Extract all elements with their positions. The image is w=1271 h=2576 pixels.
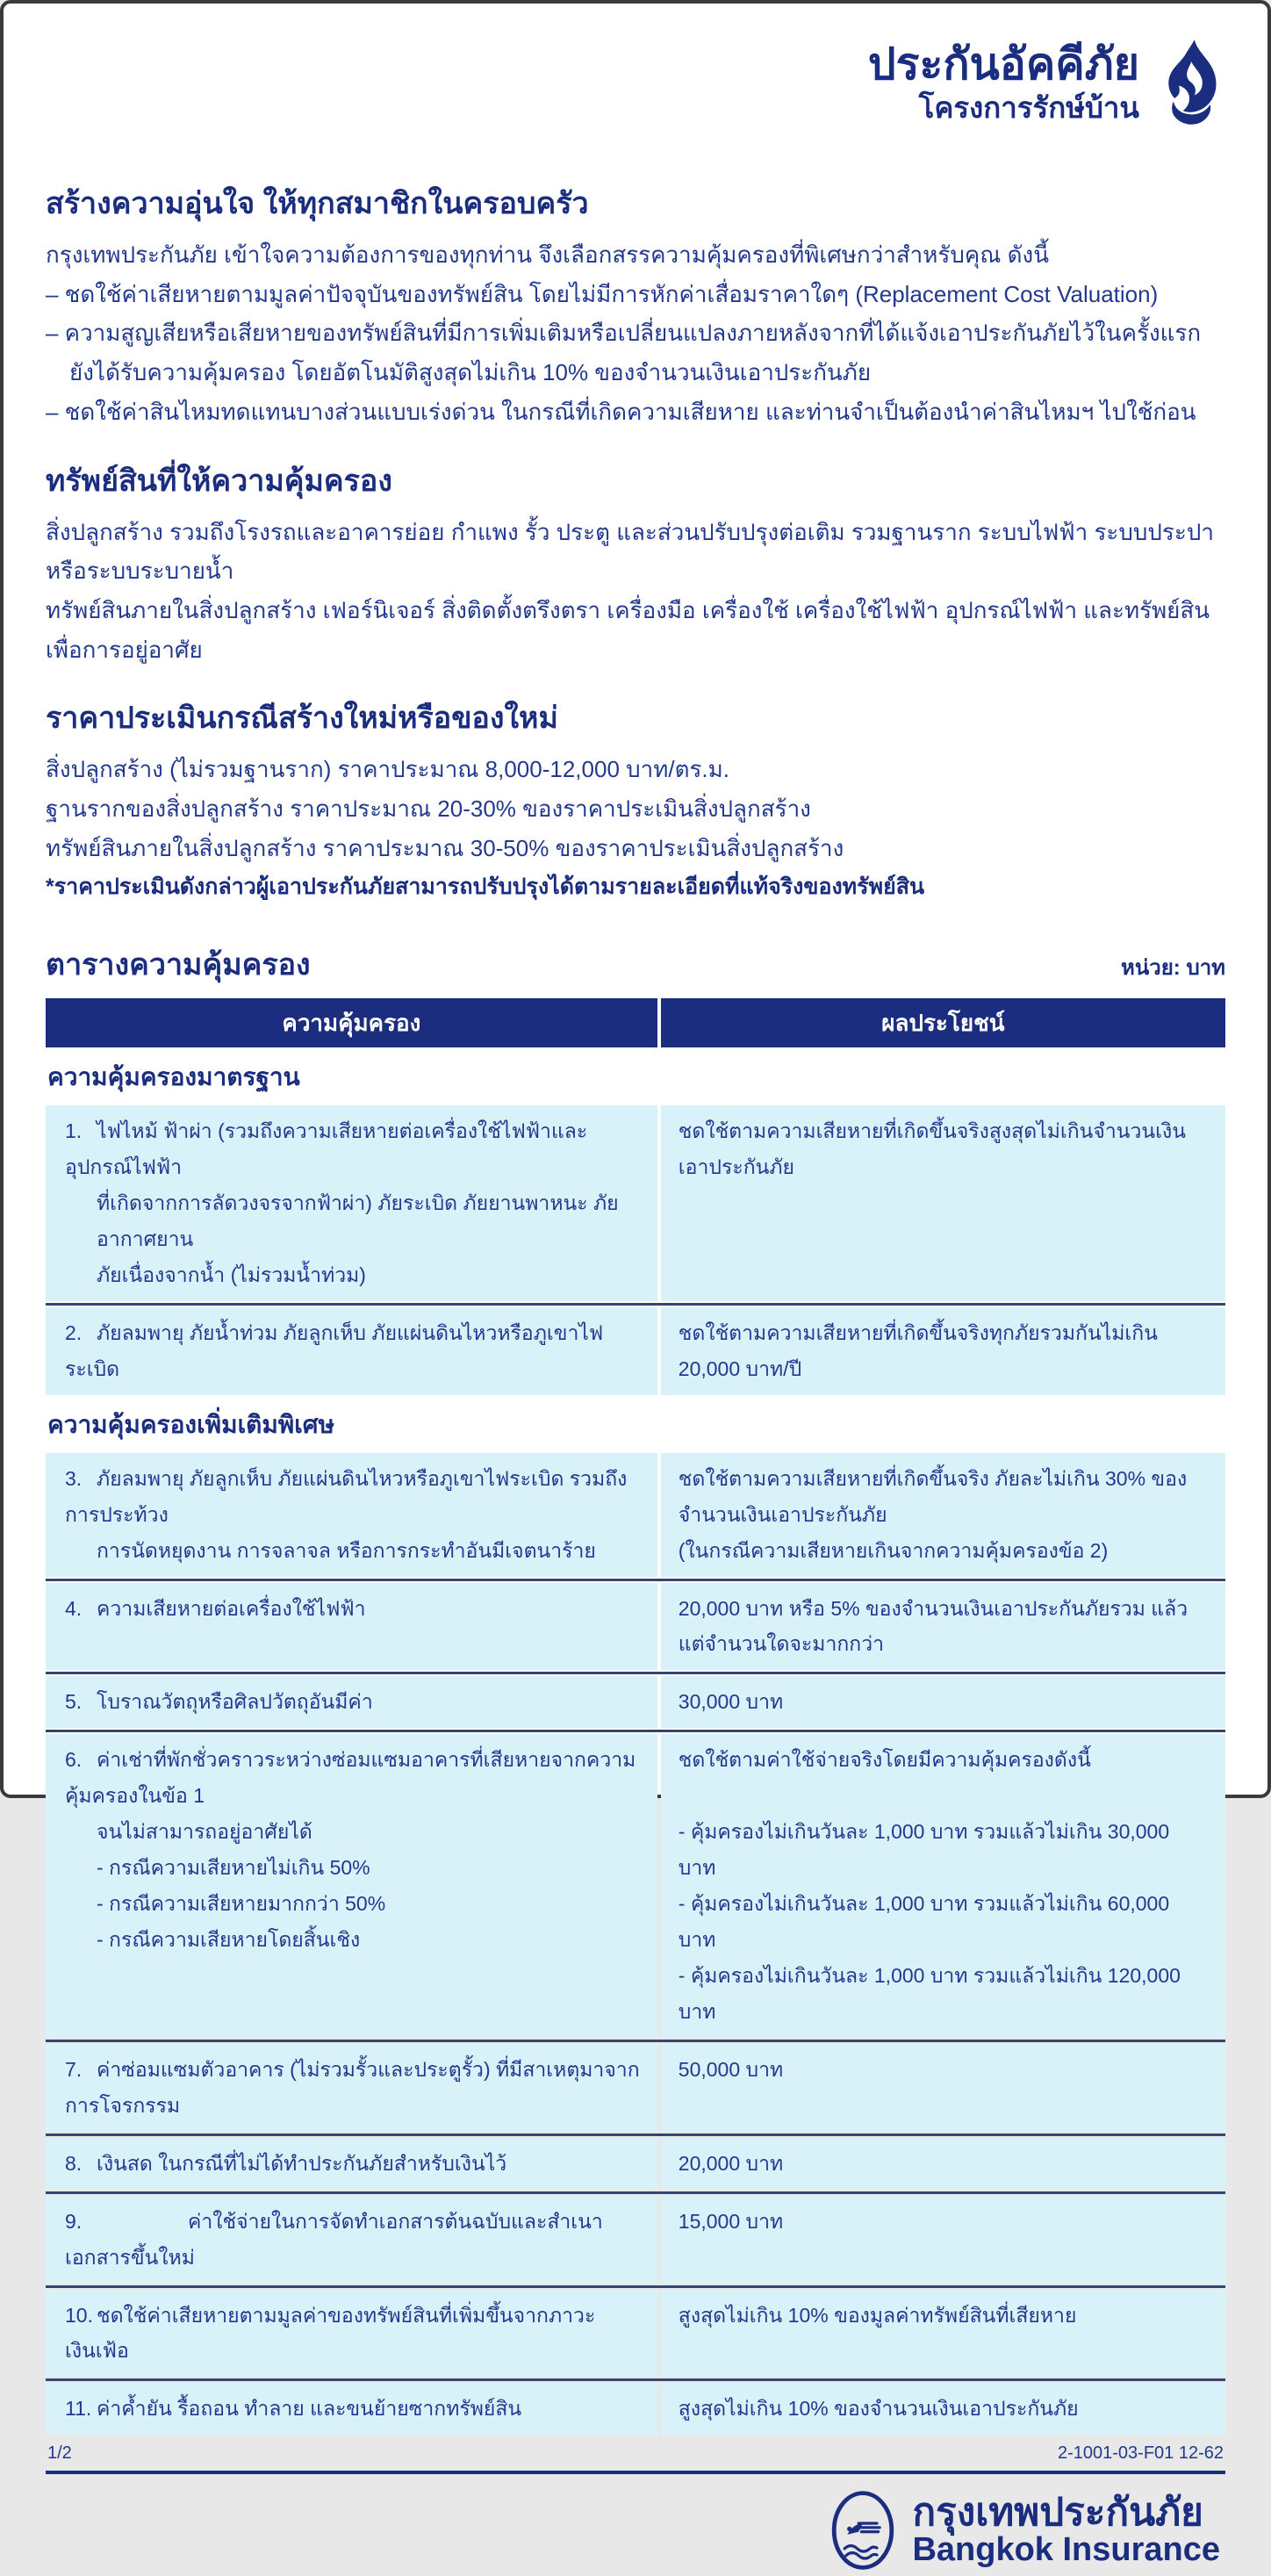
- table-row: [46, 1453, 1225, 1577]
- valuation-line: ฐานรากของสิ่งปลูกสร้าง ราคาประมาณ 20-30% ของราคาประเมินสิ่งปลูกสร้าง: [46, 795, 811, 823]
- document-title: ประกันอัคคีภัย: [867, 39, 1139, 89]
- row-text: ความเสียหายต่อเครื่องใช้ไฟฟ้า: [97, 1596, 366, 1620]
- section-valuation: [46, 681, 1225, 905]
- covered-property-line: สิ่งปลูกสร้าง รวมถึงโรงรถและอาคารย่อย กำแพง รั้ว ประตู และส่วนปรับปรุงต่อเติม รวมฐานราก ระบบไฟฟ้า ระบบประปาหรือระบบระบายน้ำ: [46, 518, 1214, 585]
- column-header-coverage: ความคุ้มครอง: [46, 998, 657, 1047]
- document-footer: [46, 2435, 1225, 2576]
- row-number: 1.: [65, 1119, 83, 1143]
- bangkok-insurance-logo-icon: [828, 2488, 898, 2572]
- document-subtitle: โครงการรักษ์บ้าน: [918, 90, 1139, 124]
- table-row: [46, 1105, 1225, 1301]
- benefit-line: ชดใช้ตามความเสียหายที่เกิดขึ้นจริง ภัยละไม่เกิน 30% ของจำนวนเงินเอาประกันภัย: [678, 1466, 1188, 1526]
- benefit-cell: [661, 2044, 1225, 2132]
- company-name-english: Bangkok Insurance: [912, 2531, 1220, 2569]
- unit-label: หน่วย: บาท: [1121, 956, 1225, 981]
- row-number: 2.: [65, 1320, 83, 1344]
- valuation-line: ทรัพย์สินภายในสิ่งปลูกสร้าง ราคาประมาณ 30-50% ของราคาประเมินสิ่งปลูกสร้าง: [46, 834, 844, 861]
- footer-meta: [47, 2443, 1224, 2464]
- benefit-cell: [661, 1734, 1225, 2038]
- coverage-line: [65, 2146, 642, 2182]
- coverage-line: ภัยเนื่องจากน้ำ (ไม่รวมน้ำท่วม): [97, 1263, 366, 1286]
- coverage-table-body: [46, 1058, 1225, 2435]
- benefit-line: 20,000 บาท: [678, 2151, 784, 2175]
- row-text: ค่าซ่อมแซมตัวอาคาร (ไม่รวมรั้วและประตูรั้ว) ที่มีสาเหตุมาจากการโจรกรรม: [65, 2057, 640, 2117]
- valuation-note: *ราคาประเมินดังกล่าวผู้เอาประกันภัยสามารถปรับปรุงได้ตามรายละเอียดที่แท้จริงของทรัพย์สิน: [46, 874, 925, 899]
- coverage-cell: [46, 2383, 657, 2435]
- coverage-group-rows: [46, 1105, 1225, 1395]
- company-logo-text: [912, 2493, 1220, 2568]
- coverage-line: [65, 2204, 642, 2276]
- coverage-cell: [46, 1307, 657, 1395]
- benefit-line: สูงสุดไม่เกิน 10% ของมูลค่าทรัพย์สินที่เสียหาย: [678, 2303, 1077, 2327]
- table-row: [46, 2383, 1225, 2435]
- coverage-cell: [46, 1676, 657, 1728]
- covered-property-lines: [46, 513, 1225, 670]
- row-text: ภัยลมพายุ ภัยน้ำท่วม ภัยลูกเห็บ ภัยแผ่นดินไหวหรือภูเขาไฟระเบิด: [65, 1320, 604, 1380]
- row-text: ค่าค้ำยัน รื้อถอน ทำลาย และขนย้ายซากทรัพย์สิน: [97, 2397, 522, 2421]
- covered-property-line: ทรัพย์สินภายในสิ่งปลูกสร้าง เฟอร์นิเจอร์ สิ่งติดตั้งตรึงตรา เครื่องมือ เครื่องใช้ เครื่องใช้ไฟฟ้า อุปกรณ์ไฟฟ้า และทรัพย์สินเพื่อการอยู่อาศัย: [46, 597, 1210, 663]
- coverage-cell: [46, 2138, 657, 2190]
- row-text: ค่าเช่าที่พักชั่วคราวระหว่างซ่อมแซมอาคารที่เสียหายจากความคุ้มครองในข้อ 1: [65, 1748, 636, 1808]
- row-number: 11.: [65, 2397, 92, 2421]
- company-logo: [46, 2474, 1225, 2576]
- section-covered-property: [46, 444, 1225, 670]
- benefit-line: - คุ้มครองไม่เกินวันละ 1,000 บาท รวมแล้วไม่เกิน 30,000 บาท: [678, 1820, 1170, 1880]
- document-header: [46, 39, 1222, 126]
- benefit-cell: [661, 2138, 1225, 2190]
- row-text: ภัยลมพายุ ภัยลูกเห็บ ภัยแผ่นดินไหวหรือภูเขาไฟระเบิด รวมถึงการประท้วง: [65, 1466, 628, 1526]
- valuation-heading: ราคาประเมินกรณีสร้างใหม่หรือของใหม่: [46, 702, 558, 736]
- coverage-table-header-row: [46, 998, 1225, 1047]
- benefit-line: 15,000 บาท: [678, 2209, 784, 2233]
- coverage-cell: [46, 1105, 657, 1301]
- benefit-cell: [661, 1307, 1225, 1395]
- page-number: 1/2: [47, 2443, 72, 2464]
- coverage-cell: [46, 1734, 657, 2038]
- intro-bullet: – ความสูญเสียหรือเสียหายของทรัพย์สินที่มีการเพิ่มเติมหรือเปลี่ยนแปลงภายหลังจากที่ได้แจ้งเอาประกันภัยไว้ในครั้งแรกยังได้รับความคุ้มครอง โดยอัตโนมัติสูงสุดไม่เกิน 10% ของจำนวนเงินเอาประกันภัย: [46, 320, 1202, 386]
- table-row: [46, 2044, 1225, 2132]
- valuation-line: สิ่งปลูกสร้าง (ไม่รวมฐานราก) ราคาประมาณ 8,000-12,000 บาท/ตร.ม.: [46, 756, 730, 783]
- coverage-line: - กรณีความเสียหายไม่เกิน 50%: [97, 1856, 370, 1880]
- row-number: 3.: [65, 1466, 83, 1490]
- coverage-line: [65, 1315, 642, 1387]
- coverage-line: [65, 2052, 642, 2124]
- coverage-cell: [46, 2044, 657, 2132]
- coverage-group-label: ความคุ้มครองเพิ่มเติมพิเศษ: [47, 1410, 335, 1438]
- benefit-cell: [661, 1105, 1225, 1301]
- table-row: [46, 1734, 1225, 2038]
- coverage-line: - กรณีความเสียหายโดยสิ้นเชิง: [97, 1928, 361, 1951]
- intro-bullet: – ชดใช้ค่าเสียหายตามมูลค่าปัจจุบันของทรัพย์สิน โดยไม่มีการหักค่าเสื่อมราคาใดๆ (Replacement Cost Valuation): [46, 280, 1159, 307]
- coverage-table-heading: ตารางความคุ้มครอง: [46, 948, 311, 982]
- row-text: ค่าใช้จ่ายในการจัดทำเอกสารต้นฉบับและสำเนาเอกสารขึ้นใหม่: [65, 2209, 603, 2269]
- benefit-line: ชดใช้ตามความเสียหายที่เกิดขึ้นจริงสูงสุดไม่เกินจำนวนเงินเอาประกันภัย: [678, 1119, 1186, 1179]
- table-row: [46, 1676, 1225, 1728]
- row-number: 7.: [65, 2057, 83, 2081]
- coverage-line: จนไม่สามารถอยู่อาศัยได้: [97, 1820, 312, 1844]
- coverage-cell: [46, 2290, 657, 2378]
- benefit-cell: [661, 1453, 1225, 1577]
- coverage-cell: [46, 2196, 657, 2284]
- covered-property-heading: ทรัพย์สินที่ให้ความคุ้มครอง: [46, 464, 392, 498]
- coverage-table-titlebar: [46, 940, 1225, 988]
- benefit-line: (ในกรณีความเสียหายเกินจากความคุ้มครองข้อ 2): [678, 1538, 1109, 1562]
- coverage-line: [65, 1113, 642, 1185]
- benefit-line: 30,000 บาท: [678, 1690, 784, 1714]
- row-number: 9.: [65, 2209, 83, 2233]
- benefit-line: [679, 1778, 1210, 1814]
- section-intro: [46, 167, 1225, 432]
- coverage-line: [65, 1461, 642, 1533]
- row-number: 8.: [65, 2151, 83, 2175]
- benefit-cell: [661, 1676, 1225, 1728]
- coverage-line: [65, 1684, 642, 1720]
- benefit-cell: [661, 2196, 1225, 2284]
- coverage-line: [65, 1591, 642, 1627]
- coverage-line: - กรณีความเสียหายมากกว่า 50%: [97, 1892, 386, 1916]
- intro-bullet-list: [46, 275, 1225, 432]
- header-text: [868, 40, 1139, 126]
- coverage-line: ที่เกิดจากการลัดวงจรจากฟ้าผ่า) ภัยระเบิด ภัยยานพาหนะ ภัยอากาศยาน: [97, 1191, 619, 1250]
- benefit-line: - คุ้มครองไม่เกินวันละ 1,000 บาท รวมแล้วไม่เกิน 60,000 บาท: [678, 1892, 1170, 1951]
- row-number: 5.: [65, 1690, 83, 1714]
- benefit-line: ชดใช้ตามความเสียหายที่เกิดขึ้นจริงทุกภัยรวมกันไม่เกิน 20,000 บาท/ปี: [678, 1320, 1158, 1380]
- row-text: ไฟไหม้ ฟ้าผ่า (รวมถึงความเสียหายต่อเครื่องใช้ไฟฟ้าและอุปกรณ์ไฟฟ้า: [65, 1119, 588, 1179]
- row-number: 6.: [65, 1748, 83, 1772]
- benefit-line: 20,000 บาท หรือ 5% ของจำนวนเงินเอาประกันภัยรวม แล้วแต่จำนวนใดจะมากกว่า: [678, 1596, 1188, 1656]
- intro-heading: สร้างความอุ่นใจ ให้ทุกสมาชิกในครอบครัว: [46, 187, 589, 220]
- benefit-cell: [661, 1583, 1225, 1671]
- coverage-cell: [46, 1453, 657, 1577]
- table-row: [46, 2196, 1225, 2284]
- table-row: [46, 1583, 1225, 1671]
- benefit-line: ชดใช้ตามค่าใช้จ่ายจริงโดยมีความคุ้มครองดังนี้: [678, 1748, 1091, 1772]
- row-text: ชดใช้ค่าเสียหายตามมูลค่าของทรัพย์สินที่เพิ่มขึ้นจากภาวะเงินเฟ้อ: [65, 2303, 596, 2363]
- valuation-lines: [46, 750, 1225, 867]
- row-number: 10.: [65, 2303, 93, 2327]
- benefit-line: 50,000 บาท: [678, 2057, 784, 2081]
- row-number: 4.: [65, 1596, 83, 1620]
- benefit-cell: [661, 2290, 1225, 2378]
- benefit-line: สูงสุดไม่เกิน 10% ของจำนวนเงินเอาประกันภัย: [678, 2397, 1079, 2421]
- company-name-thai: กรุงเทพประกันภัย: [912, 2491, 1203, 2535]
- coverage-line: [65, 1742, 642, 1814]
- table-row: [46, 2290, 1225, 2378]
- section-coverage-table: [46, 917, 1225, 2435]
- form-code: 2-1001-03-F01 12-62: [1057, 2443, 1224, 2464]
- column-header-benefit: ผลประโยชน์: [661, 998, 1225, 1047]
- intro-lead: กรุงเทพประกันภัย เข้าใจความต้องการของทุกท่าน จึงเลือกสรรความคุ้มครองที่พิเศษกว่าสำหรับคุณ ดังนี้: [46, 241, 1049, 268]
- table-row: [46, 1307, 1225, 1395]
- benefit-cell: [661, 2383, 1225, 2435]
- coverage-group-rows: [46, 1453, 1225, 2436]
- coverage-line: การนัดหยุดงาน การจลาจล หรือการกระทำอันมีเจตนาร้าย: [97, 1538, 596, 1562]
- intro-bullet: – ชดใช้ค่าสินไหมทดแทนบางส่วนแบบเร่งด่วน ในกรณีที่เกิดความเสียหาย และท่านจำเป็นต้องนำค่าสินไหมฯ ไปใช้ก่อน: [46, 398, 1196, 425]
- coverage-line: [65, 2298, 642, 2370]
- coverage-group-label: ความคุ้มครองมาตรฐาน: [47, 1063, 300, 1091]
- benefit-line: - คุ้มครองไม่เกินวันละ 1,000 บาท รวมแล้วไม่เกิน 120,000 บาท: [678, 1963, 1181, 2023]
- coverage-cell: [46, 1583, 657, 1671]
- row-text: โบราณวัตถุหรือศิลปวัตถุอันมีค่า: [97, 1690, 373, 1714]
- table-row: [46, 2138, 1225, 2190]
- coverage-line: [65, 2391, 642, 2427]
- row-text: เงินสด ในกรณีที่ไม่ได้ทำประกันภัยสำหรับเงินไว้: [97, 2151, 507, 2175]
- flame-icon: [1159, 39, 1222, 126]
